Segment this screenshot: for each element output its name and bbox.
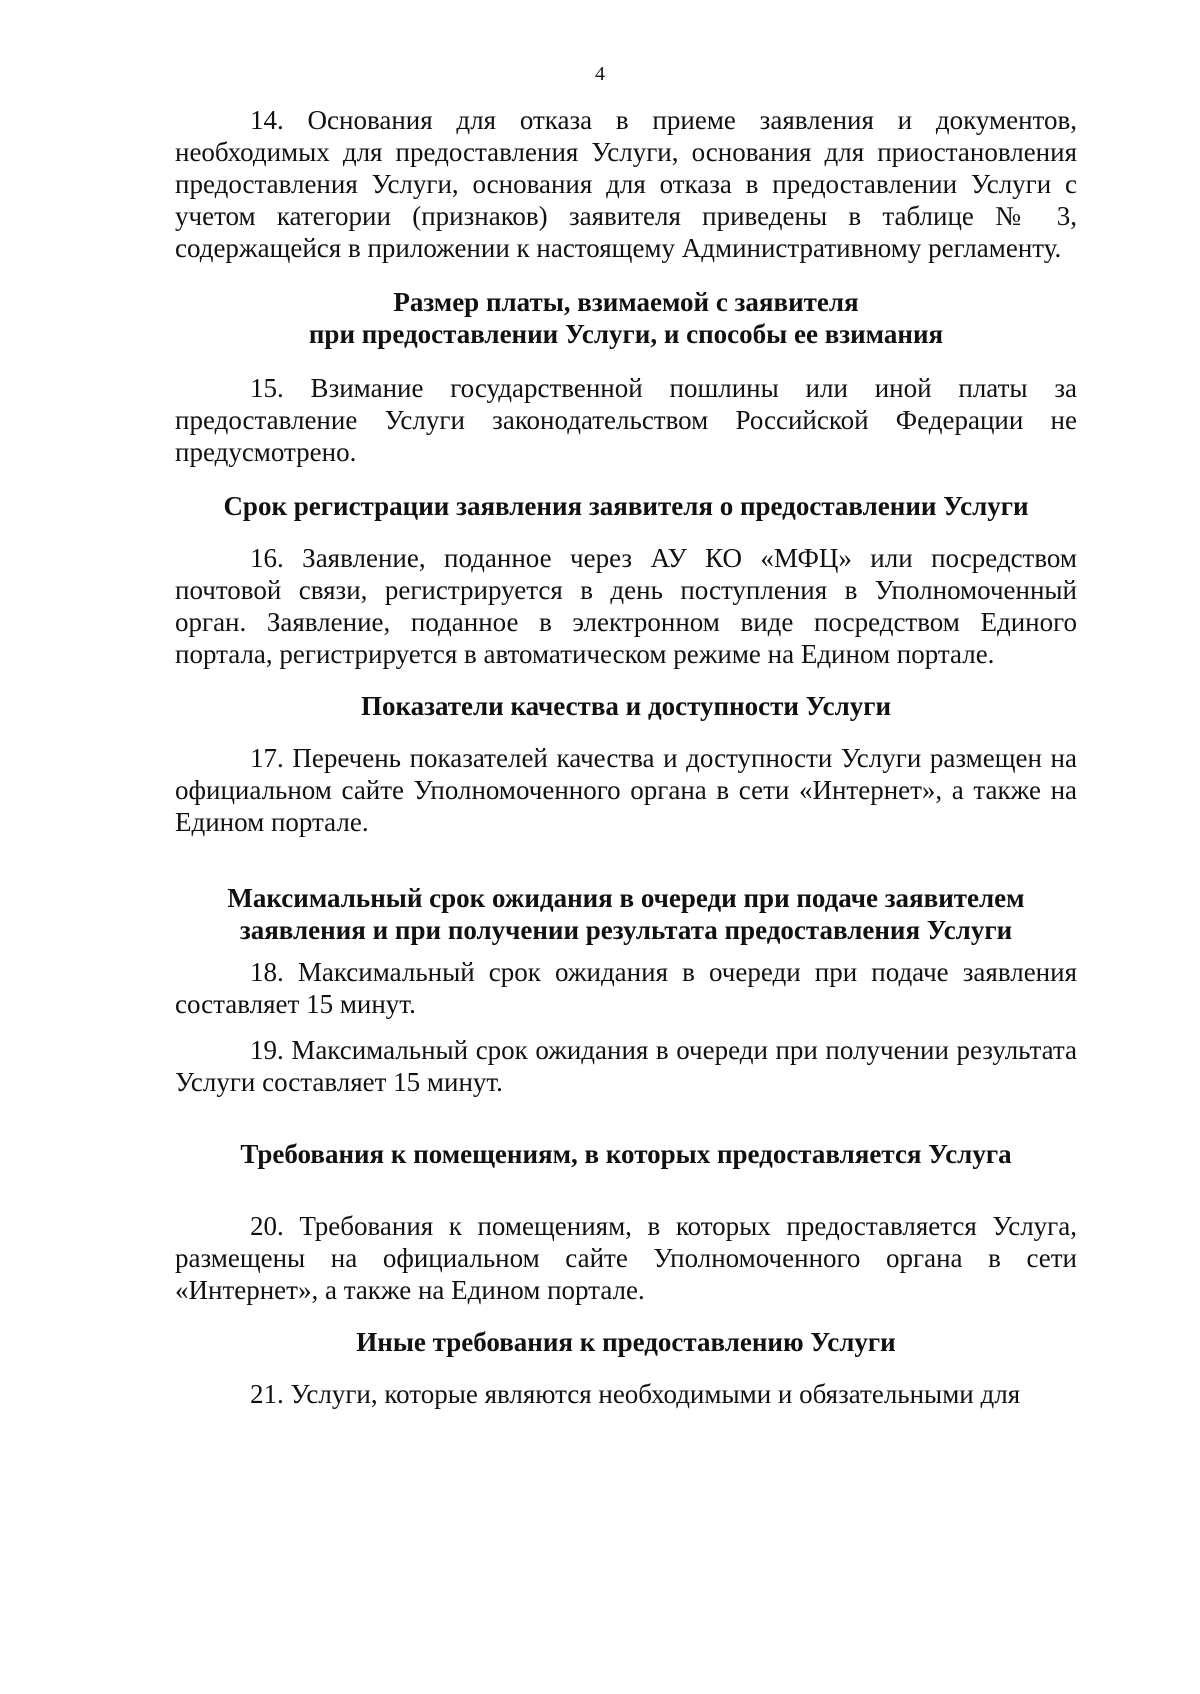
paragraph-16: 16. Заявление, поданное через АУ КО «МФЦ» или посредством почтовой связи, регистрируется в день поступления в Уполномоченный орган. Заявление, поданное в электронном виде посредством Единого портала, регистрируется в автоматическом режиме на Едином портале. (175, 543, 1077, 669)
paragraph-19: 19. Максимальный срок ожидания в очереди при получении результата Услуги составляет 15 минут. (175, 1035, 1077, 1097)
paragraph-17: 17. Перечень показателей качества и доступности Услуги размещен на официальном сайте Уполномоченного органа в сети «Интернет», а также на Едином портале. (175, 743, 1077, 837)
paragraph-20: 20. Требования к помещениям, в которых предоставляется Услуга, размещены на официальном сайте Уполномоченного органа в сети «Интернет», а также на Едином портале. (175, 1211, 1077, 1305)
page-number: 4 (595, 63, 605, 85)
heading-premises-line: Требования к помещениям, в которых предоставляется Услуга (240, 1139, 1012, 1169)
heading-registration-term (175, 490, 1077, 522)
heading-quality (175, 690, 1077, 722)
heading-premises (175, 1138, 1077, 1170)
heading-other-requirements (175, 1326, 1077, 1358)
paragraph-18: 18. Максимальный срок ожидания в очереди при подаче заявления составляет 15 минут. (175, 957, 1077, 1019)
heading-waiting-time (175, 882, 1077, 946)
heading-other-requirements-line: Иные требования к предоставлению Услуги (356, 1327, 896, 1357)
heading-payment-line: при предоставлении Услуги, и способы ее взимания (308, 319, 944, 349)
heading-waiting-time-line: Максимальный срок ожидания в очереди при подаче заявителем (227, 883, 1025, 913)
heading-waiting-time-line: заявления и при получении результата предоставления Услуги (239, 915, 1013, 945)
heading-quality-line: Показатели качества и доступности Услуги (360, 691, 892, 721)
heading-payment-line: Размер платы, взимаемой с заявителя (393, 287, 859, 317)
paragraph-21: 21. Услуги, которые являются необходимыми и обязательными для (250, 1379, 1021, 1409)
heading-registration-term-line: Срок регистрации заявления заявителя о предоставлении Услуги (223, 491, 1029, 521)
document-body (175, 104, 1077, 1410)
paragraph-15: 15. Взимание государственной пошлины или иной платы за предоставление Услуги законодательством Российской Федерации не предусмотрено. (175, 373, 1077, 467)
heading-payment (175, 286, 1077, 350)
paragraph-14: 14. Основания для отказа в приеме заявления и документов, необходимых для предоставления Услуги, основания для приостановления предоставления Услуги, основания для отказа в предоставлении Услуги с учетом категории (признаков) заявителя приведены в таблице № 3, содержащейся в приложении к настоящему Административному регламенту. (175, 105, 1077, 263)
